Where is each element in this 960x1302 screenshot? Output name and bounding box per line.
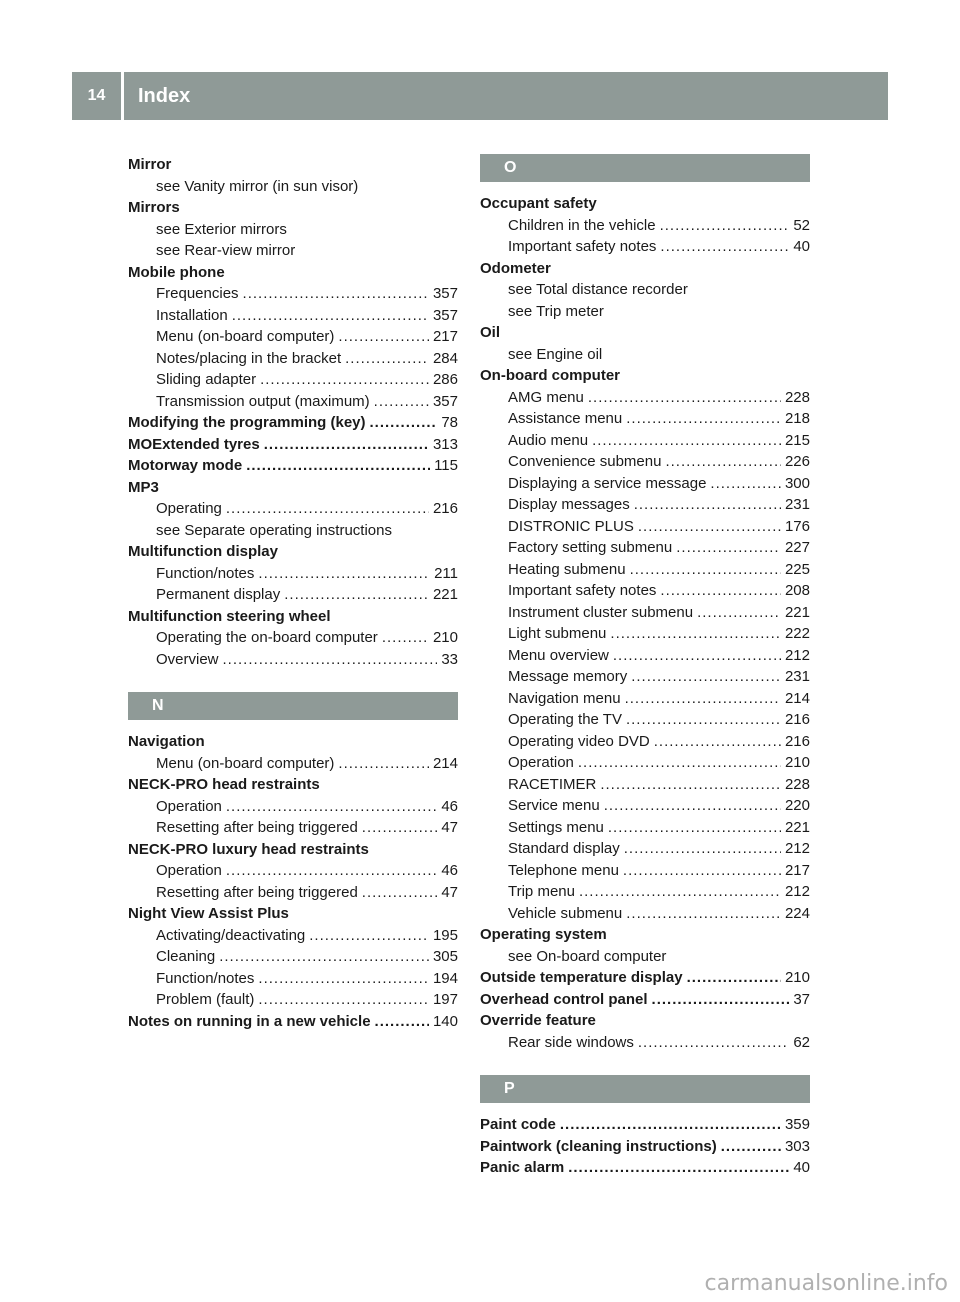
leader-dots (634, 494, 781, 516)
leader-dots (687, 967, 781, 989)
page-reference: 227 (784, 539, 810, 556)
index-subentry (480, 279, 810, 301)
entry-label: Mirror (128, 156, 172, 173)
entry-label: Outside temperature display (480, 969, 683, 986)
entry-label: On-board computer (480, 367, 621, 384)
index-entry (128, 262, 458, 284)
leader-dots (626, 709, 781, 731)
index-subentry (480, 344, 810, 366)
page-reference: 40 (793, 1159, 810, 1176)
section-header-o: O (480, 154, 810, 182)
entry-label: Operation (508, 754, 574, 771)
index-subentry (128, 369, 458, 391)
index-entry (128, 731, 458, 753)
page-reference: 359 (784, 1116, 810, 1133)
page-reference: 303 (784, 1137, 810, 1155)
leader-dots (382, 627, 429, 649)
entry-label: Overhead control panel (480, 990, 648, 1008)
entry-label: Menu (on-board computer) (156, 328, 335, 345)
entry-label: Oil (480, 324, 501, 341)
page-reference: 221 (432, 586, 458, 603)
page-reference: 78 (441, 414, 458, 431)
page-reference: 37 (793, 990, 810, 1008)
index-subentry (128, 925, 458, 947)
index-subentry (128, 219, 458, 241)
leader-dots (654, 731, 781, 753)
leader-dots (626, 408, 781, 430)
page-reference: 47 (441, 883, 458, 901)
entry-label: see Rear-view mirror (156, 242, 296, 259)
index-entry (128, 154, 458, 176)
index-subentry (128, 305, 458, 327)
leader-dots (600, 774, 781, 796)
page-reference: 47 (441, 819, 458, 836)
leader-dots (630, 559, 781, 581)
entry-label: DISTRONIC PLUS (508, 517, 634, 535)
leader-dots (638, 1032, 789, 1054)
page-reference: 46 (441, 797, 458, 815)
index-subentry (480, 236, 810, 258)
entry-label: Notes on running in a new vehicle (128, 1012, 371, 1030)
entry-label: Paintwork (cleaning instructions) (480, 1137, 717, 1155)
page-reference: 176 (784, 517, 810, 535)
entry-label: Telephone menu (508, 861, 619, 879)
leader-dots (710, 473, 781, 495)
leader-dots (676, 537, 781, 559)
entry-label: Light submenu (508, 625, 607, 642)
index-subentry (480, 860, 810, 882)
page-reference: 221 (784, 603, 810, 621)
index-entry (480, 1010, 810, 1032)
leader-dots (697, 602, 781, 624)
page-reference: 212 (784, 646, 810, 664)
page-reference: 220 (784, 797, 810, 814)
index-subentry (480, 516, 810, 538)
page-reference: 357 (432, 392, 458, 410)
entry-label: Trip menu (508, 883, 575, 900)
index-entry (128, 197, 458, 219)
section-header-p: P (480, 1075, 810, 1103)
section-header-n: N (128, 692, 458, 720)
index-entry (480, 1136, 810, 1158)
page-reference: 216 (784, 711, 810, 728)
index-subentry (128, 796, 458, 818)
index-subentry (128, 348, 458, 370)
index-entry (480, 924, 810, 946)
page-reference: 228 (784, 388, 810, 406)
entry-label: Night View Assist Plus (128, 905, 289, 922)
entry-label: Mobile phone (128, 263, 225, 281)
entry-label: Important safety notes (508, 582, 657, 599)
entry-label: Paint code (480, 1116, 556, 1133)
index-subentry (480, 731, 810, 753)
leader-dots (243, 283, 429, 305)
leader-dots (246, 455, 430, 477)
page-reference: 215 (784, 431, 810, 449)
index-subentry (128, 817, 458, 839)
leader-dots (375, 1011, 429, 1033)
leader-dots (362, 882, 438, 904)
page-reference: 226 (784, 453, 810, 470)
index-subentry (480, 387, 810, 409)
index-entry (128, 541, 458, 563)
page-reference: 284 (432, 349, 458, 367)
leader-dots (284, 584, 429, 606)
page-reference: 40 (793, 238, 810, 255)
index-subentry (480, 559, 810, 581)
leader-dots (374, 391, 429, 413)
entry-label: Convenience submenu (508, 453, 662, 470)
index-subentry (480, 301, 810, 323)
entry-label: Settings menu (508, 818, 604, 836)
page-reference: 195 (432, 926, 458, 944)
index-subentry (480, 1032, 810, 1054)
entry-label: Important safety notes (508, 238, 657, 255)
entry-label: Operating video DVD (508, 732, 650, 750)
page-reference: 46 (441, 862, 458, 879)
page-reference: 357 (432, 306, 458, 324)
index-subentry (128, 563, 458, 585)
entry-label: Notes/placing in the bracket (156, 349, 342, 367)
leader-dots (592, 430, 781, 452)
leader-dots (660, 236, 789, 258)
index-entry (128, 434, 458, 456)
entry-list-n (128, 731, 458, 1032)
entry-label: Mirrors (128, 199, 180, 216)
index-entry (480, 967, 810, 989)
index-subentry (480, 688, 810, 710)
index-entry (128, 606, 458, 628)
entry-label: Service menu (508, 797, 600, 814)
page-reference: 222 (784, 625, 810, 642)
leader-dots (721, 1136, 781, 1158)
page-reference: 212 (784, 840, 810, 857)
index-subentry (128, 989, 458, 1011)
index-subentry (128, 240, 458, 262)
leader-dots (338, 326, 429, 348)
page-reference: 305 (432, 948, 458, 965)
index-entry (128, 412, 458, 434)
entry-label: Override feature (480, 1012, 596, 1029)
index-entry (128, 455, 458, 477)
index-subentry (480, 473, 810, 495)
index-entry (128, 1011, 458, 1033)
page-reference: 52 (793, 216, 810, 234)
index-subentry (480, 451, 810, 473)
entry-label: Resetting after being triggered (156, 819, 358, 836)
entry-label: see Separate operating instructions (156, 521, 392, 539)
leader-dots (232, 305, 429, 327)
page-reference: 221 (784, 818, 810, 836)
entry-label: see Engine oil (508, 345, 603, 363)
page-reference: 194 (432, 969, 458, 987)
leader-dots (226, 860, 437, 882)
leader-dots (258, 563, 430, 585)
entry-label: Odometer (480, 259, 551, 277)
leader-dots (264, 434, 429, 456)
page-reference: 225 (784, 560, 810, 578)
entry-label: Operating system (480, 926, 607, 943)
index-subentry (128, 498, 458, 520)
leader-dots (226, 498, 429, 520)
entry-label: see Vanity mirror (in sun visor) (156, 177, 359, 195)
entry-label: Message memory (508, 668, 628, 685)
leader-dots (660, 215, 790, 237)
leader-dots (578, 752, 781, 774)
index-subentry (480, 623, 810, 645)
leader-dots (604, 795, 781, 817)
entry-label: see On-board computer (508, 947, 667, 965)
entry-label: Panic alarm (480, 1159, 565, 1176)
entry-label: Multifunction display (128, 543, 278, 560)
index-entry (480, 365, 810, 387)
index-subentry (480, 838, 810, 860)
index-subentry (128, 968, 458, 990)
leader-dots (588, 387, 781, 409)
leader-dots (338, 753, 429, 775)
page-reference: 231 (784, 496, 810, 513)
entry-label: Children in the vehicle (508, 216, 656, 234)
entry-label: Motorway mode (128, 457, 243, 474)
entry-label: Instrument cluster submenu (508, 603, 694, 621)
index-entry (480, 1114, 810, 1136)
index-entry (128, 903, 458, 925)
page-reference: 197 (432, 991, 458, 1008)
leader-dots (345, 348, 429, 370)
index-subentry (480, 537, 810, 559)
leader-dots (370, 412, 438, 434)
page-reference: 212 (784, 883, 810, 900)
index-subentry (480, 602, 810, 624)
entry-label: Operating the TV (508, 711, 622, 728)
entry-label: Menu (on-board computer) (156, 754, 335, 772)
entry-label: Overview (156, 650, 219, 668)
leader-dots (623, 860, 781, 882)
page-reference: 228 (784, 775, 810, 793)
entry-label: Occupant safety (480, 195, 597, 212)
entry-label: Factory setting submenu (508, 539, 673, 556)
index-subentry (480, 580, 810, 602)
leader-dots (579, 881, 781, 903)
index-entry (128, 839, 458, 861)
page-reference: 214 (432, 754, 458, 772)
entry-label: Problem (fault) (156, 991, 255, 1008)
entry-list-o (480, 193, 810, 1053)
entry-label: MOExtended tyres (128, 435, 260, 453)
index-entry (480, 193, 810, 215)
entry-label: Modifying the programming (key) (128, 414, 366, 431)
page-reference: 210 (432, 629, 458, 646)
index-subentry (480, 494, 810, 516)
leader-dots (258, 989, 429, 1011)
leader-dots (613, 645, 781, 667)
entry-label: see Total distance recorder (508, 281, 688, 298)
page-reference: 210 (784, 754, 810, 771)
page-reference: 115 (434, 457, 458, 474)
page-reference: 33 (441, 650, 458, 668)
index-subentry (128, 391, 458, 413)
entry-label: Assistance menu (508, 410, 623, 427)
entry-label: Menu overview (508, 646, 609, 664)
entry-label: Operating (156, 500, 222, 517)
index-subentry (128, 520, 458, 542)
index-subentry (480, 817, 810, 839)
index-entry (480, 322, 810, 344)
entry-label: Transmission output (maximum) (156, 392, 370, 410)
leader-dots (309, 925, 429, 947)
leader-dots (608, 817, 781, 839)
entry-label: Permanent display (156, 586, 281, 603)
leader-dots (260, 369, 429, 391)
index-subentry (128, 860, 458, 882)
index-column-right (480, 154, 810, 1179)
entry-label: see Exterior mirrors (156, 220, 287, 238)
leader-dots (626, 903, 781, 925)
index-column-left (128, 154, 458, 1032)
page-reference: 286 (432, 371, 458, 388)
entry-label: AMG menu (508, 388, 584, 406)
entry-label: Multifunction steering wheel (128, 607, 331, 625)
entry-label: see Trip meter (508, 302, 604, 320)
index-subentry (480, 795, 810, 817)
index-subentry (128, 753, 458, 775)
index-subentry (480, 752, 810, 774)
entry-label: NECK-PRO head restraints (128, 776, 320, 793)
page-number: 14 (72, 72, 124, 120)
page-reference: 140 (432, 1012, 458, 1030)
entry-label: Heating submenu (508, 560, 626, 578)
index-subentry (128, 283, 458, 305)
entry-label: Cleaning (156, 948, 216, 965)
leader-dots (660, 580, 781, 602)
page-reference: 216 (784, 732, 810, 750)
entry-label: Navigation (128, 733, 205, 750)
entry-label: RACETIMER (508, 775, 597, 793)
entry-label: Function/notes (156, 564, 255, 582)
leader-dots (560, 1114, 781, 1136)
leader-dots (652, 989, 790, 1011)
page-reference: 313 (432, 435, 458, 453)
index-subentry (128, 326, 458, 348)
leader-dots (258, 968, 429, 990)
index-subentry (480, 215, 810, 237)
index-subentry (480, 645, 810, 667)
index-subentry (128, 882, 458, 904)
entry-label: Operation (156, 862, 222, 879)
entry-label: Frequencies (156, 285, 239, 302)
entry-list-m (128, 154, 458, 670)
index-entry (480, 1157, 810, 1179)
page-reference: 224 (784, 904, 810, 922)
leader-dots (624, 838, 781, 860)
leader-dots (625, 688, 781, 710)
page-reference: 210 (784, 969, 810, 986)
entry-label: Standard display (508, 840, 620, 857)
index-subentry (128, 649, 458, 671)
entry-label: Activating/deactivating (156, 926, 306, 944)
entry-list-p (480, 1114, 810, 1179)
leader-dots (219, 946, 429, 968)
index-subentry (480, 666, 810, 688)
leader-dots (610, 623, 781, 645)
leader-dots (638, 516, 781, 538)
index-entry (480, 989, 810, 1011)
index-entry (128, 774, 458, 796)
page-reference: 214 (784, 689, 810, 707)
leader-dots (568, 1157, 789, 1179)
entry-label: Installation (156, 306, 228, 324)
index-subentry (480, 903, 810, 925)
page-reference: 231 (784, 668, 810, 685)
entry-label: MP3 (128, 478, 159, 496)
page-reference: 300 (784, 474, 810, 492)
page-reference: 218 (784, 410, 810, 427)
entry-label: Displaying a service message (508, 474, 707, 492)
entry-label: Audio menu (508, 431, 589, 449)
page-reference: 357 (432, 285, 458, 302)
entry-label: Display messages (508, 496, 630, 513)
index-entry (128, 477, 458, 499)
index-subentry (480, 430, 810, 452)
entry-label: Operating the on-board computer (156, 629, 378, 646)
page-reference: 211 (434, 564, 458, 582)
page-reference: 217 (432, 328, 458, 345)
index-entry (480, 258, 810, 280)
page-reference: 208 (784, 582, 810, 599)
entry-label: Rear side windows (508, 1033, 634, 1051)
leader-dots (362, 817, 438, 839)
page-header (72, 72, 888, 120)
index-subentry (128, 946, 458, 968)
index-subentry (480, 709, 810, 731)
leader-dots (223, 649, 438, 671)
index-subentry (480, 881, 810, 903)
leader-dots (631, 666, 781, 688)
page-reference: 217 (784, 861, 810, 879)
index-subentry (480, 408, 810, 430)
leader-dots (226, 796, 437, 818)
page-title: Index (138, 84, 191, 107)
watermark: carmanualsonline.info (704, 1271, 948, 1296)
index-subentry (128, 627, 458, 649)
entry-label: Navigation menu (508, 689, 621, 707)
entry-label: Sliding adapter (156, 371, 257, 388)
index-subentry (480, 946, 810, 968)
page-reference: 216 (432, 500, 458, 517)
index-subentry (128, 584, 458, 606)
entry-label: NECK-PRO luxury head restraints (128, 840, 369, 858)
entry-label: Vehicle submenu (508, 904, 623, 922)
page-reference: 62 (793, 1033, 810, 1051)
index-subentry (128, 176, 458, 198)
entry-label: Resetting after being triggered (156, 883, 358, 901)
index-subentry (480, 774, 810, 796)
leader-dots (665, 451, 781, 473)
entry-label: Operation (156, 797, 222, 815)
entry-label: Function/notes (156, 969, 255, 987)
